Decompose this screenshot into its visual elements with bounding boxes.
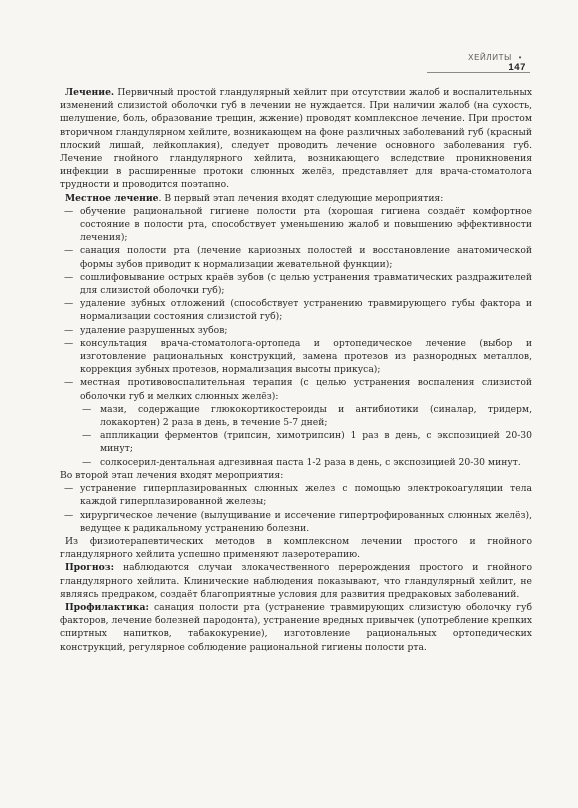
list-item: — удаление разрушенных зубов; [60, 324, 532, 337]
local-treatment-label: Местное лечение [65, 192, 159, 204]
header-separator: • [518, 53, 522, 62]
prognosis-label: Прогноз: [65, 562, 114, 574]
list-item: — удаление зубных отложений (способствует устранению травмирующего губы фактора и нормализации состояния слизистой губ); [60, 297, 532, 323]
list-item: — санация полости рта (лечение кариозных полостей и восстановление анатомической формы зубов приводит к нормализации жевательной функции); [60, 244, 532, 270]
stage2-intro: Во второй этап лечения входят мероприятия: [60, 469, 284, 481]
physio-paragraph: Из физиотерапевтических методов в комплексном лечении простого и гнойного гландулярного хейлита успешно применяют лазеротерапию. [60, 535, 532, 561]
treatment-text: Первичный простой гландулярный хейлит при отсутствии жалоб и воспалительных изменений слизистой оболочки губ в лечении не нуждается. При наличии жалоб (на сухость, шелушение, боль, образование трещин, жжение) проводят комплексное лечение. При простом вторичном гландулярном хейлите, возникающем на фоне различных заболеваний губ (красный плоский лишай, лейкоплакия), следует проводить лечение основного заболевания губ. Лечение гнойного гландулярного хейлита, возникающего вследствие проникновения инфекции в расширенные протоки слюнных желёз, представляет для врача-стоматолога трудности и проводится поэтапно. [60, 87, 532, 191]
treatment-label: Лечение. [65, 87, 115, 98]
list-item: — аппликации ферментов (трипсин, химотрипсин) 1 раз в день, с экспозицией 20-30 минут; [60, 429, 532, 455]
therapy-sublist [60, 403, 532, 469]
prognosis-text: наблюдаются случаи злокачественного перерождения простого и гнойного гландулярного хейлита. Клинические наблюдения показывают, что гландулярный хейлит, не являясь предраком, создаёт благоприятные условия для развития предраковых заболеваний. [60, 562, 532, 600]
list-item: — хирургическое лечение (вылущивание и иссечение гипертрофированных слюнных желёз), ведущее к радикальному устранению болезни. [60, 509, 532, 535]
list-item: — сошлифовывание острых краёв зубов (с целью устранения травматических раздражителей для слизистой оболочки губ); [60, 271, 532, 297]
local-treatment-paragraph [60, 192, 532, 205]
list-item: — консультация врача-стоматолога-ортопеда и ортопедическое лечение (выбор и изготовление рациональных конструкций, замена протезов из разнородных металлов, коррекция зубных протезов, нормализация высоты прикуса); [60, 337, 532, 377]
page-number: 147 [508, 62, 526, 73]
running-header [448, 53, 526, 73]
stage1-list [60, 205, 532, 403]
prophylaxis-text: санация полости рта (устранение травмирующих слизистую оболочку губ факторов, лечение болезней пародонта), устранение вредных привычек (употребление крепких спиртных напитков, табакокурение), изготовление рациональных ортопедических конструкций, регулярное соблюдение рациональной гигиены полости рта. [60, 601, 532, 653]
list-item: — мази, содержащие глюкокортикостероиды и антибиотики (синалар, тридерм, локакортен) 2 раза в день, в течение 5-7 дней; [60, 403, 532, 429]
local-treatment-text: . В первый этап лечения входят следующие мероприятия: [158, 192, 444, 204]
prophylaxis-label: Профилактика: [65, 601, 149, 613]
running-title: ХЕЙЛИТЫ [468, 53, 512, 62]
list-item: — обучение рациональной гигиене полости рта (хорошая гигиена создаёт комфортное состояние в полости рта, способствует уменьшению жалоб и повышению эффективности лечения); [60, 205, 532, 245]
header-rule [427, 72, 530, 73]
prognosis-paragraph [60, 561, 532, 601]
list-item: — местная противовоспалительная терапия (с целью устранения воспаления слизистой оболочки губ и мелких слюнных желёз): [60, 376, 532, 402]
list-item: — солкосерил-дентальная адгезивная паста 1-2 раза в день, с экспозицией 20-30 минут. [60, 456, 532, 469]
list-item: — устранение гиперплазированных слюнных желез с помощью электрокоагуляции тела каждой гиперплазированной железы; [60, 482, 532, 508]
prophylaxis-paragraph [60, 601, 532, 654]
stage2-list [60, 482, 532, 535]
page-body [60, 86, 532, 654]
treatment-paragraph [60, 86, 532, 192]
